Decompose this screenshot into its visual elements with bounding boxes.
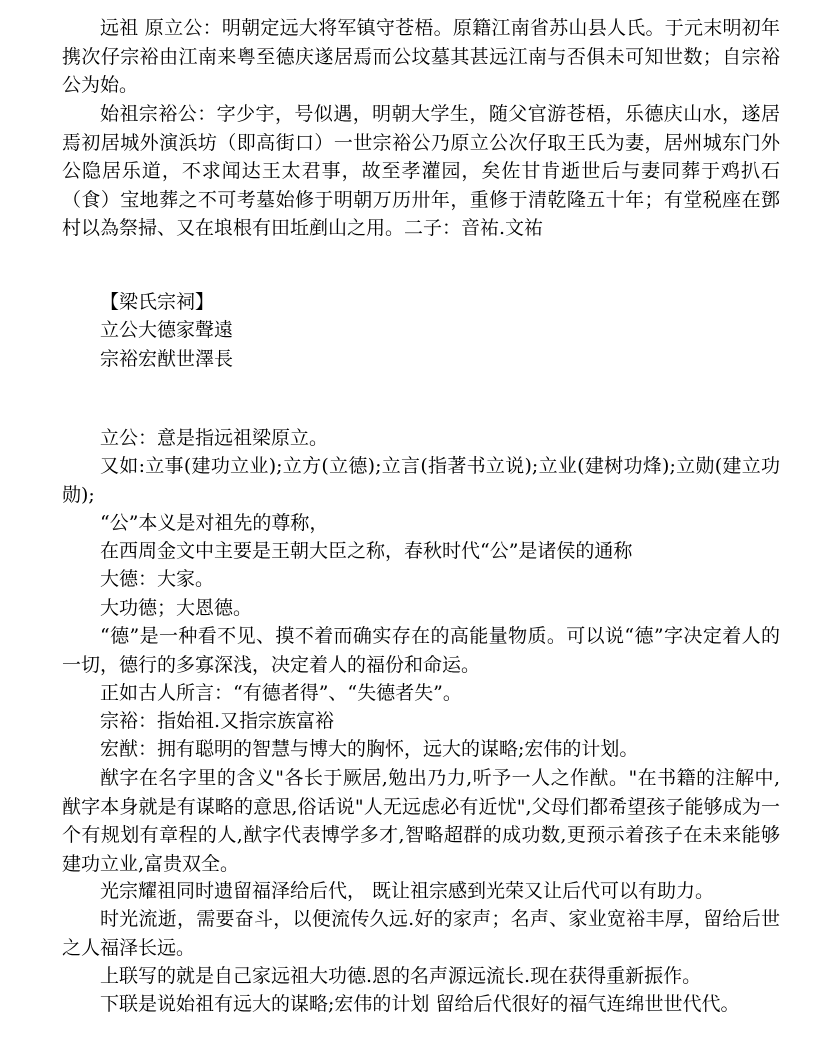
- note-paragraph: 正如古人所言：“有德者得”、“失德者失”。: [100, 682, 462, 704]
- note-paragraph: 光宗耀祖同时遗留福泽给后代， 既让祖宗感到光荣又让后代可以有助力。: [100, 880, 715, 902]
- couplet-lower-line: 宗裕宏猷世澤長: [100, 348, 234, 370]
- note-paragraph: 大功德；大恩德。: [100, 597, 253, 619]
- note-paragraph: “公”本义是对祖先的尊称，: [100, 512, 329, 534]
- note-paragraph: 立公：意是指远祖梁原立。: [100, 427, 329, 449]
- note-paragraph: 宏猷：拥有聪明的智慧与博大的胸怀，远大的谋略;宏伟的计划。: [100, 738, 639, 760]
- note-paragraph: 宗裕：指始祖.又指宗族富裕: [100, 710, 335, 732]
- note-paragraph: 猷字在名字里的含义"各长于厥居,勉出乃力,听予一人之作猷。"在书籍的注解中,猷字本身就是有谋略的意思,俗话说"人无远虑必有近忧",父母们都希望孩子能够成为一个有规划有章程的人,猷字代表博学多才,智略超群的成功数,更预示着孩子在未来能够建功立业,富贵双全。: [62, 767, 780, 875]
- note-paragraph: 在西周金文中主要是王朝大臣之称，春秋时代“公”是诸侯的通称: [100, 540, 633, 562]
- note-paragraph: 下联是说始祖有远大的谋略;宏伟的计划 留给后代很好的福气连绵世世代代。: [100, 993, 740, 1015]
- paragraph-ancestor-liligong: 远祖 原立公：明朝定远大将军镇守苍梧。原籍江南省苏山县人氏。于元末明初年携次仔宗裕由江南来粤至德庆遂居焉而公坟墓其甚远江南与否俱未可知世数；自宗裕公为始。: [62, 17, 780, 96]
- ancestral-hall-heading: 【梁氏宗祠】: [100, 291, 215, 313]
- note-paragraph: 上联写的就是自己家远祖大功德.恩的名声源远流长.现在获得重新振作。: [100, 965, 702, 987]
- note-paragraph: “德”是一种看不见、摸不着而确实存在的高能量物质。可以说“德”字决定着人的一切，德行的多寡深浅，决定着人的福份和命运。: [62, 625, 780, 676]
- couplet-upper-line: 立公大德家聲遠: [100, 319, 234, 341]
- note-paragraph: 又如:立事(建功立业);立方(立德);立言(指著书立说);立业(建树功烽);立勋(建立功勋);: [62, 455, 780, 506]
- paragraph-founder-zongyugong: 始祖宗裕公：字少宇，号似遇，明朝大学生，随父官游苍梧，乐德庆山水，遂居焉初居城外演浜坊（即高街口）一世宗裕公乃原立公次仔取王氏为妻，居州城东门外公隐居乐道，不求闻达王太君事，故至孝灌园，矣佐甘肯逝世后与妻同葬于鸡扒石（食）宝地葬之不可考墓始修于明朝万历卅年，重修于清乾隆五十年；有堂税座在鄧村以為祭掃、又在埌根有田坵剷山之用。二子：音祐.文祐: [62, 103, 780, 239]
- note-paragraph: 时光流逝，需要奋斗，以便流传久远.好的家声；名声、家业宽裕丰厚，留给后世之人福泽长远。: [62, 908, 780, 959]
- note-paragraph: 大德：大家。: [100, 568, 215, 590]
